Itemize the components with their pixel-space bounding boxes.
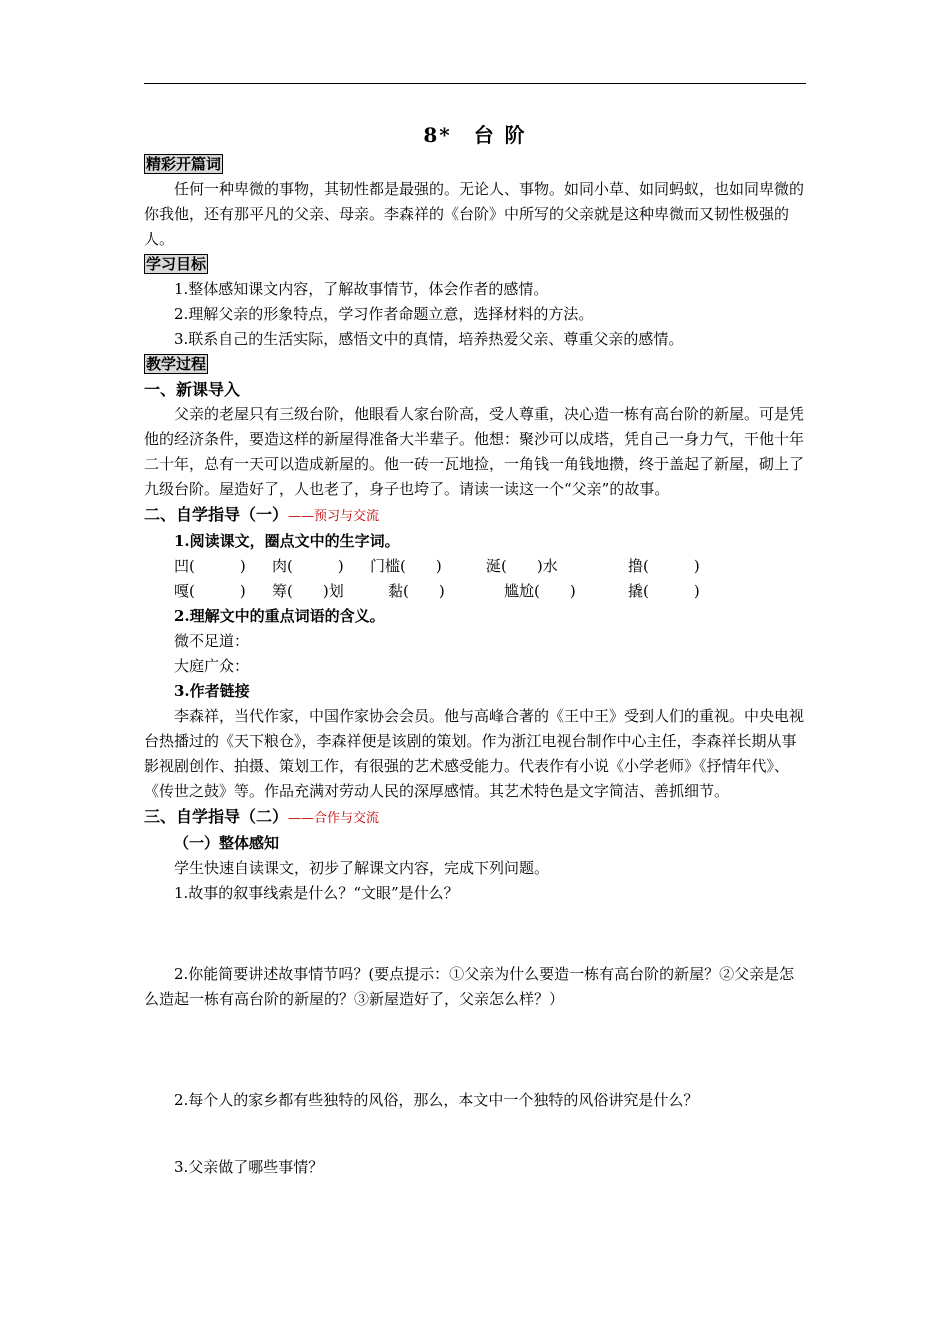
question-a: 1.故事的叙事线索是什么？“文眼”是什么？ — [174, 884, 459, 902]
part2-heading — [144, 502, 806, 529]
vocab-item: 肉( ) — [272, 557, 344, 575]
vocab-item: 筹( )划 — [272, 582, 344, 600]
part3-subheading: ——合作与交流 — [288, 811, 380, 826]
intro-paragraph: 任何一种卑微的事物，其韧性都是最强的。无论人、事物。如同小草、如同蚂蚁，也如同卑微的你我他，还有那平凡的父亲、母亲。李森祥的《台阶》中所写的父亲就是这种卑微而又韧性极强的人。 — [144, 180, 805, 248]
page-title: 8* 台 阶 — [423, 123, 527, 147]
term-1: 微不足道： — [174, 632, 250, 650]
part2-q2: 2.理解文中的重点词语的含义。 — [174, 607, 385, 625]
part3-sub1: （一）整体感知 — [174, 834, 280, 852]
vocab-item: 嘎( ) — [174, 582, 246, 600]
author-paragraph: 李森祥，当代作家，中国作家协会会员。他与高峰合著的《王中王》受到人们的重视。中央电视台热播过的《天下粮仓》，李森祥便是该剧的策划。作为浙江电视台制作中心主任，李森祥长期从事影视剧创作、拍摄、策划工作，有很强的艺术感受能力。代表作有小说《小学老师》《抒情年代》、《传世之鼓》等。作品充满对劳动人民的深厚感情。其艺术特色是文字简洁、善抓细节。 — [144, 707, 805, 800]
part1-paragraph: 父亲的老屋只有三级台阶，他眼看人家台阶高，受人尊重，决心造一栋有高台阶的新屋。可是凭他的经济条件，要造这样的新屋得准备大半辈子。他想：聚沙可以成塔，凭自己一身力气，干他十年二十年，总有一天可以造成新屋的。他一砖一瓦地捡，一角钱一角钱地攒，终于盖起了新屋，砌上了九级台阶。屋造好了，人也老了，身子也垮了。请读一读这一个“父亲”的故事。 — [144, 405, 805, 498]
vocab-item: 凹( ) — [174, 557, 246, 575]
part3-heading — [144, 804, 806, 831]
vocab-item: 尴尬( ) — [504, 582, 576, 600]
answer-space — [144, 1113, 806, 1155]
part2-heading-text: 二、自学指导（一） — [144, 505, 289, 524]
section-label-intro: 精彩开篇词 — [146, 155, 222, 173]
part2-subheading: ——预习与交流 — [288, 509, 380, 524]
document-body — [144, 118, 806, 1180]
goal-item-3: 3.联系自己的生活实际，感悟文中的真情，培养热爱父亲、尊重父亲的感情。 — [174, 330, 684, 348]
question-d: 3.父亲做了哪些事情？ — [174, 1158, 324, 1176]
vocab-row-2 — [144, 579, 806, 604]
part2-q1: 1.阅读课文，圈点文中的生字词。 — [174, 532, 400, 550]
part3-heading-text: 三、自学指导（二） — [144, 807, 289, 826]
vocab-item: 撸( ) — [628, 557, 700, 575]
part1-heading: 一、新课导入 — [144, 380, 241, 399]
part2-q3: 3.作者链接 — [174, 682, 250, 700]
answer-space — [144, 1012, 806, 1088]
goal-item-1: 1.整体感知课文内容，了解故事情节，体会作者的感情。 — [174, 280, 549, 298]
question-c: 2.每个人的家乡都有些独特的风俗，那么，本文中一个独特的风俗讲究是什么？ — [174, 1091, 699, 1109]
part3-lead: 学生快速自读课文，初步了解课文内容，完成下列问题。 — [174, 859, 550, 877]
section-label-process: 教学过程 — [146, 355, 207, 373]
question-b: 2.你能简要讲述故事情节吗？(要点提示：①父亲为什么要造一栋有高台阶的新屋？②父亲是怎么造起一栋有高台阶的新屋的？③新屋造好了，父亲怎么样？） — [144, 965, 795, 1008]
vocab-item: 涎( )水 — [486, 557, 558, 575]
header-rule — [144, 83, 806, 84]
vocab-item: 撬( ) — [628, 582, 700, 600]
answer-space — [144, 906, 806, 962]
vocab-item: 黏( ) — [388, 582, 445, 600]
goal-item-2: 2.理解父亲的形象特点，学习作者命题立意，选择材料的方法。 — [174, 305, 594, 323]
section-label-goals: 学习目标 — [146, 255, 207, 273]
vocab-item: 门槛( ) — [370, 557, 442, 575]
term-2: 大庭广众： — [174, 657, 250, 675]
vocab-row-1 — [144, 554, 806, 579]
